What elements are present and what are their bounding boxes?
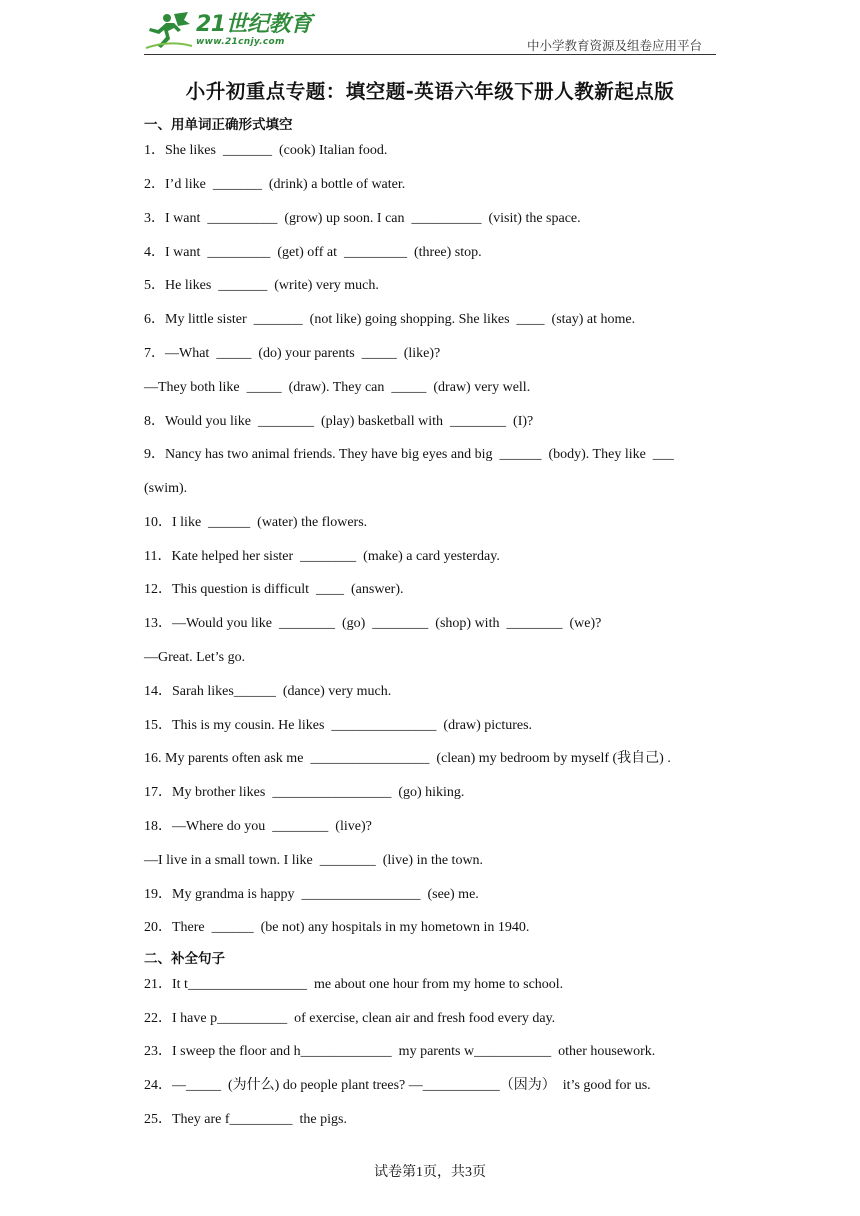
question-line: 8．Would you like ________ (play) basketball with ________ (I)? [144,414,534,429]
question-line: —I live in a small town. I like ________ (live) in the town. [144,853,484,868]
section-heading-2: 二、补全句子 [144,951,225,967]
question-line: (swim). [144,481,188,496]
section-heading-1: 一、用单词正确形式填空 [144,117,293,133]
page-footer: 试卷第1页，共3页 [374,1165,486,1180]
logo [144,8,312,52]
question-line: —Great. Let’s go. [144,650,246,665]
question-line: 22．I have p__________ of exercise, clean air and fresh food every day. [144,1011,556,1026]
question-line: 7．—What _____ (do) your parents _____ (like)? [144,346,441,361]
question-line: 13．—Would you like ________ (go) ________ (shop) with ________ (we)? [144,616,602,631]
question-line: 18．—Where do you ________ (live)? [144,819,372,834]
question-line: 21．It t_________________ me about one hour from my home to school. [144,977,564,992]
logo-url: www.21cnjy.com [196,36,285,47]
question-line: 15．This is my cousin. He likes _______________ (draw) pictures. [144,718,533,733]
question-line: 10．I like ______ (water) the flowers. [144,515,368,530]
question-line: 5．He likes _______ (write) very much. [144,278,379,293]
page-title: 小升初重点专题：填空题-英语六年级下册人教新起点版 [185,80,675,103]
question-line: 23．I sweep the floor and h_____________ my parents w___________ other housework. [144,1044,656,1059]
platform-label: 中小学教育资源及组卷应用平台 [526,38,702,53]
question-line: 19．My grandma is happy _________________ (see) me. [144,887,479,902]
question-line: —They both like _____ (draw). They can _____ (draw) very well. [144,380,531,395]
question-line: 24．—_____ (为什么) do people plant trees? —___________（因为） it’s good for us. [144,1078,651,1093]
question-line: 9．Nancy has two animal friends. They have big eyes and big ______ (body). They like ___ [144,447,674,462]
question-line: 4．I want _________ (get) off at _________ (three) stop. [144,245,482,260]
question-line: 3．I want __________ (grow) up soon. I can __________ (visit) the space. [144,211,581,226]
question-line: 20．There ______ (be not) any hospitals in my hometown in 1940. [144,920,530,935]
question-line: 2．I’d like _______ (drink) a bottle of water. [144,177,406,192]
question-line: 16. My parents often ask me _________________ (clean) my bedroom by myself (我自己) . [144,751,671,766]
question-line: 12．This question is difficult ____ (answer). [144,582,404,597]
page-header [144,8,716,55]
question-line: 11．Kate helped her sister ________ (make) a card yesterday. [144,549,500,564]
question-line: 14．Sarah likes______ (dance) very much. [144,684,392,699]
question-line: 6．My little sister _______ (not like) going shopping. She likes ____ (stay) at home. [144,312,636,327]
question-line: 25．They are f_________ the pigs. [144,1112,347,1127]
logo-wordmark: 21世纪教育 [196,11,312,37]
question-line: 1．She likes _______ (cook) Italian food. [144,143,388,158]
question-line: 17．My brother likes _________________ (go) hiking. [144,785,465,800]
runner-logo-icon [144,10,194,50]
